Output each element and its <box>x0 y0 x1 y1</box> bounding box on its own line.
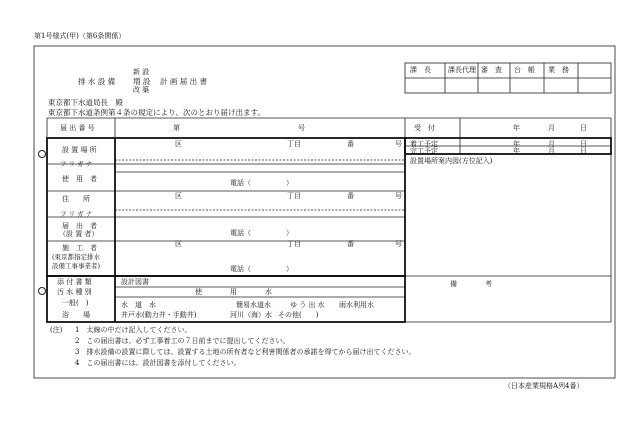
furigana-label-2: フ リ ガ ナ <box>60 210 93 218</box>
note-1: 1 太線の中だけ記入してください。 <box>75 326 192 334</box>
attachments-label: 添 付 書 類 <box>57 278 92 286</box>
water-type-other: その他( ) <box>278 311 319 319</box>
start-schedule-label: 着工予定 <box>410 140 438 148</box>
approval-deputy-chief: 課長代理 <box>448 66 476 74</box>
water-type-rain: 雨水利用水 <box>339 301 374 309</box>
receipt-year: 年 <box>513 124 520 132</box>
footer-standard: （日本産業規格A列4番） <box>504 382 584 390</box>
location-label: 設 置 場 所 <box>62 146 97 154</box>
wastewater-general: 一般( ) <box>62 299 89 307</box>
title-suffix: 計 画 届 出 書 <box>160 77 208 86</box>
water-type-well: 井戸水(動力井・手動井) <box>121 311 197 319</box>
location-chome: 丁目 <box>287 140 301 148</box>
wastewater-bath: 浴 場 <box>62 311 90 319</box>
title-opt-new: 新 設 <box>133 68 150 76</box>
punch-hole-bottom <box>38 287 46 295</box>
address-ban: 番 <box>347 192 354 200</box>
notification-go: 号 <box>298 124 305 132</box>
wastewater-type-label: 汚 水 種 別 <box>57 288 92 296</box>
end-schedule-label: 完工予定 <box>410 147 438 155</box>
furigana-label-1: フ リ ガ ナ <box>60 160 93 168</box>
applicant-phone: 電話（ ） <box>230 229 293 237</box>
end-year: 年 <box>513 147 520 155</box>
start-day: 日 <box>580 140 587 148</box>
contractor-label: 施 工 者 <box>62 244 97 252</box>
receipt-day: 日 <box>580 124 587 132</box>
note-3: 3 排水設備の設置に際しては、設置する土地の所有者など利害関係者の承諾を得てから届け出てください。 <box>75 348 416 356</box>
statement: 東京都下水道条例第４条の規定により、次のとおり届け出ます。 <box>48 108 265 117</box>
user-phone: 電話（ ） <box>230 179 293 187</box>
contractor-chome: 丁目 <box>287 240 301 248</box>
notification-number-label: 届 出 番 号 <box>60 124 95 132</box>
applicant-sub-label: （設 置 者） <box>59 230 99 238</box>
user-label: 使 用 者 <box>62 175 97 183</box>
notification-dai: 第 <box>173 124 180 132</box>
contractor-ban: 番 <box>347 240 354 248</box>
water-type-simple: 簡易水道水 <box>236 301 271 309</box>
location-go: 号 <box>395 140 402 148</box>
address-ku: 区 <box>175 192 182 200</box>
attachments-value: 設計図書 <box>121 278 149 286</box>
end-month: 月 <box>548 147 555 155</box>
notes-head: (注) <box>50 326 63 334</box>
water-use-header: 使 用 水 <box>195 288 272 296</box>
start-month: 月 <box>548 140 555 148</box>
note-4: 4 この届出書には、設計図書を添付してください。 <box>75 359 241 367</box>
remarks-label: 備 考 <box>450 280 492 288</box>
water-type-river: 河川（海）水 <box>230 311 272 319</box>
title-opt-add: 増 設 <box>133 77 151 86</box>
address-chome: 丁目 <box>287 192 301 200</box>
end-day: 日 <box>580 147 587 155</box>
approval-review: 審 査 <box>481 66 502 74</box>
note-2: 2 この届出書は、必ず工事着工の７日前までに提出してください。 <box>75 337 290 345</box>
contractor-sub-label-2: 設備工事事業者) <box>52 262 101 270</box>
approval-operations: 業 務 <box>548 66 569 74</box>
punch-hole-top <box>38 150 46 158</box>
receipt-month: 月 <box>548 124 555 132</box>
address-label: 住 所 <box>62 195 90 203</box>
location-ban: 番 <box>347 140 354 148</box>
start-year: 年 <box>513 140 520 148</box>
approval-section-chief: 課 長 <box>410 66 431 74</box>
location-ku: 区 <box>175 140 182 148</box>
title-prefix: 排 水 設 備 <box>78 77 116 86</box>
contractor-go: 号 <box>395 240 402 248</box>
contractor-sub-label-1: (東京都指定排水 <box>52 253 101 261</box>
title-opt-rebuild: 改 築 <box>133 86 150 94</box>
applicant-label: 届 出 者 <box>62 222 97 230</box>
location-map-label: 設置場所案内図(方位記入) <box>410 157 493 165</box>
approval-ledger: 台 帳 <box>514 66 535 74</box>
address-go: 号 <box>395 192 402 200</box>
receipt-label: 受 付 <box>414 124 435 132</box>
addressee: 東京都下水道局長 殿 <box>48 98 123 107</box>
contractor-phone: 電話（ ） <box>230 265 293 273</box>
form-number: 第1号様式(甲)（第6条関係） <box>34 32 126 40</box>
water-type-tap: 水 道 水 <box>121 301 156 309</box>
contractor-ku: 区 <box>175 240 182 248</box>
water-type-spring: ゆ う 出 水 <box>290 301 325 309</box>
